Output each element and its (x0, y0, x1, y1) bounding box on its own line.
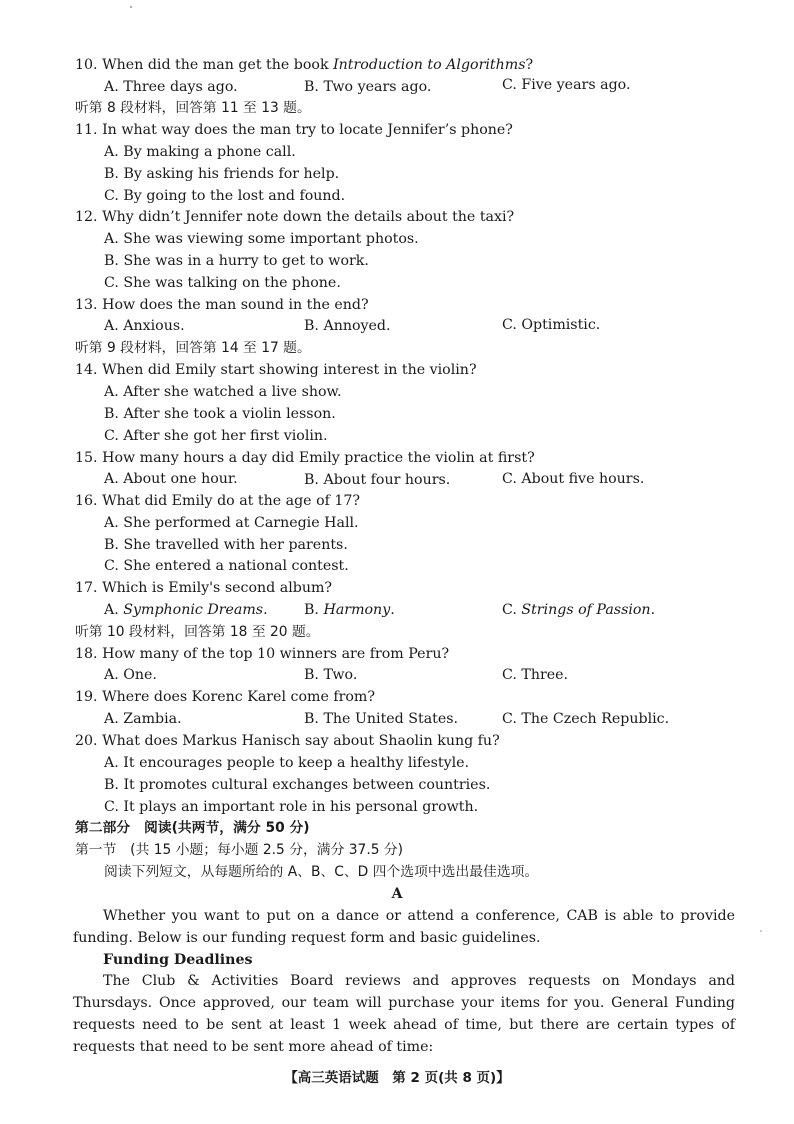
album-title: Symphonic Dreams (123, 602, 264, 618)
question-11-stem: 11. In what way does the man try to locate Jennifer’s phone? (75, 122, 513, 138)
option-b: B. After she took a violin lesson. (104, 406, 336, 422)
album-title: Harmony (323, 602, 391, 618)
option-b: B. About four hours. (304, 472, 451, 488)
option-b: B. By asking his friends for help. (104, 166, 340, 182)
option-letter: C. (502, 602, 522, 618)
passage-subheading: Funding Deadlines (103, 952, 253, 968)
option-b: B. Two years ago. (304, 79, 432, 95)
part-two-heading: 第二部分 阅读(共两节，满分 50 分) (75, 820, 310, 836)
option-c: C. She entered a national contest. (104, 558, 349, 574)
option-c: C. After she got her first violin. (104, 428, 328, 444)
option-a: A. She performed at Carnegie Hall. (104, 515, 359, 531)
book-title: Introduction to Algorithms (333, 57, 526, 73)
section-instruction-9: 听第 9 段材料，回答第 14 至 17 题。 (75, 340, 311, 356)
question-17-stem: 17. Which is Emily's second album? (75, 580, 333, 596)
question-text: 10. When did the man get the book (75, 57, 334, 73)
option-b: B. She was in a hurry to get to work. (104, 253, 369, 269)
option-a: A. After she watched a live show. (104, 384, 342, 400)
option-c: C. By going to the lost and found. (104, 188, 346, 204)
option-c: C. Optimistic. (502, 317, 601, 333)
option-a: A. By making a phone call. (104, 144, 296, 160)
option-b: B. It promotes cultural exchanges between countries. (104, 777, 491, 793)
scan-speck (130, 6, 132, 8)
question-14-stem: 14. When did Emily start showing interest in the violin? (75, 362, 477, 378)
passage-body: The Club & Activities Board reviews and approves requests on Mondays and Thursdays. Once approved, our team will purchase your items for you. General Funding requests need to be sent at least 1 week ahead of time, but there are certain types of requests that need to be sent more ahead of time: (73, 973, 735, 1055)
question-10-stem (75, 55, 533, 75)
option-letter: A. (104, 602, 124, 618)
question-18-stem: 18. How many of the top 10 winners are from Peru? (75, 646, 450, 662)
album-title: Strings of Passion (521, 602, 651, 618)
option-c: C. The Czech Republic. (502, 711, 670, 727)
question-13-stem: 13. How does the man sound in the end? (75, 297, 369, 313)
passage-intro: Whether you want to put on a dance or attend a conference, CAB is able to provide funding. Below is our funding request form and basic guidelines. (73, 908, 735, 946)
reading-instruction: 阅读下列短文，从每题所给的 A、B、C、D 四个选项中选出最佳选项。 (104, 864, 539, 880)
option-b: B. Annoyed. (304, 318, 391, 334)
section-instruction-8: 听第 8 段材料，回答第 11 至 13 题。 (75, 100, 311, 116)
option-c: C. It plays an important role in his personal growth. (104, 799, 479, 815)
option-a: A. Three days ago. (104, 79, 238, 95)
option-b: B. Two. (304, 667, 358, 683)
section-instruction-10: 听第 10 段材料，回答第 18 至 20 题。 (75, 624, 320, 640)
question-19-stem: 19. Where does Korenc Karel come from? (75, 689, 375, 705)
question-mark: ? (525, 57, 534, 73)
option-letter: B. (304, 602, 324, 618)
question-15-stem: 15. How many hours a day did Emily practice the violin at first? (75, 450, 535, 466)
option-c: C. Three. (502, 667, 569, 683)
option-c: C. She was talking on the phone. (104, 275, 341, 291)
option-c: C. Five years ago. (502, 77, 631, 93)
option-a (104, 600, 268, 620)
question-16-stem: 16. What did Emily do at the age of 17? (75, 493, 361, 509)
page-footer: 【高三英语试题 第 2 页(共 8 页)】 (284, 1070, 510, 1086)
option-a: A. It encourages people to keep a healthy lifestyle. (104, 755, 470, 771)
option-c (502, 600, 655, 620)
section-one-heading: 第一节 (共 15 小题；每小题 2.5 分，满分 37.5 分) (75, 842, 404, 858)
option-a: A. One. (104, 667, 157, 683)
option-period: . (390, 602, 395, 618)
option-a: A. She was viewing some important photos. (104, 231, 419, 247)
option-b (304, 600, 395, 620)
option-b: B. The United States. (304, 711, 459, 727)
passage-letter: A (391, 886, 403, 902)
option-period: . (263, 602, 268, 618)
question-20-stem: 20. What does Markus Hanisch say about Shaolin kung fu? (75, 733, 500, 749)
option-a: A. Anxious. (104, 318, 185, 334)
option-a: A. Zambia. (104, 711, 182, 727)
question-12-stem: 12. Why didn’t Jennifer note down the details about the taxi? (75, 209, 515, 225)
scan-speck (760, 930, 762, 932)
option-b: B. She travelled with her parents. (104, 537, 348, 553)
option-period: . (650, 602, 656, 618)
option-a: A. About one hour. (104, 471, 238, 487)
option-c: C. About five hours. (502, 471, 645, 487)
